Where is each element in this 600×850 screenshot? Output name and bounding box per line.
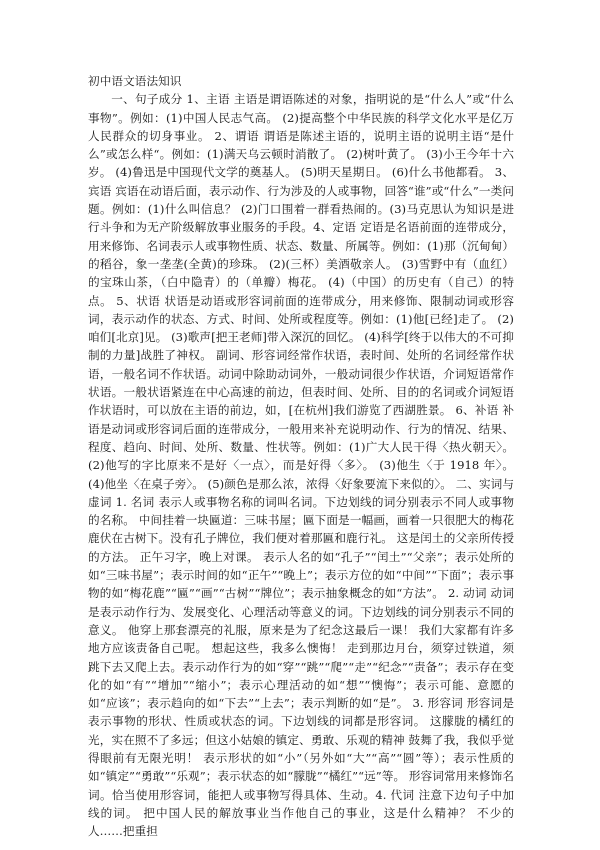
document-body: 一、句子成分 1、主语 主语是谓语陈述的对象，指明说的是“什么人”或“什么事物”。例如：(1)中国人民志气高。 (2)提高整个中华民族的科学文化水平是亿万人民群众的切身事业。 2、谓语 谓语是陈述主语的，说明主语的说明主语“是什么”或怎么样“。例如：(1)满天乌云顿时消散了。 (2)树叶黄了。 (3)小王今年十六岁。 (4)鲁迅是中国现代文学的奠基人。 (5)明天星期日。 (6)什么书他都看。 3、宾语 宾语在动语后面，表示动作、行为涉及的人或事物，回答“谁”或“什么”一类问题。例如：(1)什么叫信息？ (2)门口围着一群看热闹的。(3)马克思认为知识是进行斗争和为无产阶级解放事业服务的手段。4、定语 定语是名语前面的连带成分，用来修饰、名词表示人或事物性质、状态、数量、所属等。例如：(1)那（沉甸甸）的稻谷，象一垄垄(全黄)的珍珠。 (2)(三杯）美酒敬亲人。 (3)雪野中有（血红）的宝珠山茶，（白中隐青）的（单瓣）梅花。 (4)（中国）的历史有（自己）的特点。 5、状语 状语是动语或形容词前面的连带成分，用来修饰、限制动词或形容词，表示动作的状态、方式、时间、处所或程度等。例如：(1)他[已经]走了。 (2)咱们[北京]见。 (3)歌声[把王老师]带入深沉的回忆。 (4)科学[终于以伟大的不可抑制的力量]战胜了神权。 副词、形容词经常作状语，表时间、处所的名词经常作状语，一般名词不作状语。动词中除助动词外，一般动词很少作状语，介词短语常作状语。一般状语紧连在中心高速的前边，但表时间、处所、目的的名词或介词短语作状语时，可以放在主语的前边，如，[在杭州]我们游览了西湖胜景。 6、补语 补语是动词或形容词后面的连带成分，一般用来补充说明动作、行为的情况、结果、程度、趋向、时间、处所、数量、性状等。例如：(1)广大人民干得〈热火朝天〉。 (2)他写的字比原来不是好〈一点〉，而是好得〈多〉。 (3)他生〈于 1918 年〉。 (4)他坐〈在桌子旁〉。 (5)颜色是那么浓，浓得〈好象要流下来似的〉。 二、实词与虚词 1. 名词 表示人或事物名称的词叫名词。下边划线的词分别表示不同人或事物的名称。 中间挂着一块匾道：三味书屋；匾下面是一幅画，画着一只很肥大的梅花鹿伏在古树下。没有孔子牌位，我们便对着那匾和鹿行礼。 这是闰土的父亲所传授的方法。 正午习字，晚上对课。 表示人名的如“孔子”“闰土”“父亲”；表示处所的如“三味书屋”；表示时间的如“正午”“晚上”；表示方位的如“中间”“下面”；表示事物的如“梅花鹿”“匾”“画”“古树”“牌位”；表示抽象概念的如“方法”。 2. 动词 动词是表示动作行为、发展变化、心理活动等意义的词。下边划线的词分别表示不同的意义。 他穿上那套漂亮的礼服，原来是为了纪念这最后一课！ 我们大家都有许多地方应该责备自己呢。 想起这些，我多么懊悔！ 走到那边月台，须穿过铁道，须跳下去又爬上去。表示动作行为的如“穿”“跳”“爬”“走”“纪念”“责备”；表示存在变化的如“有”“增加”“缩小”；表示心理活动的如“想”“懊悔”；表示可能、意愿的如“应该”；表示趋向的如“下去”“上去”；表示判断的如“是”。 3. 形容词 形容词是表示事物的形状、性质或状态的词。下边划线的词都是形容词。 这朦胧的橘红的光，实在照不了多远；但这小姑娘的镇定、勇敢、乐观的精神 鼓舞了我，我似乎觉得眼前有无限光明！ 表示形状的如“小”（另外如“大”“高”“圆”等）；表示性质的如“镇定”“勇敢”“乐观”；表示状态的如“朦胧”“橘红”“远”等。 形容词常用来修饰名词。恰当使用形容词，能把人或事物写得具体、生动。4. 代词 注意下边句子中加线的词。 把中国人民的解放事业当作他自己的事业，这是什么精神？ 不少的人……把重担 — [88, 92, 514, 839]
document-title: 初中语文语法知识 — [88, 74, 182, 88]
